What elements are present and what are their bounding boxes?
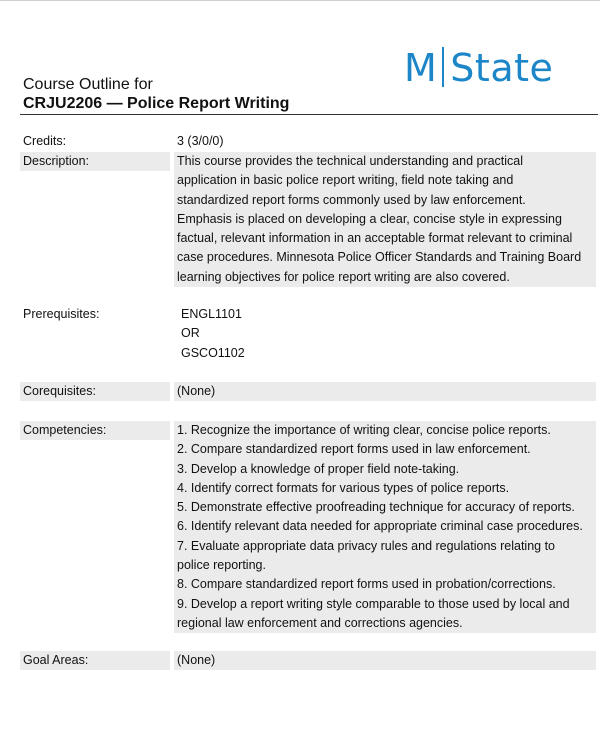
description-line: factual, relevant information in an acceptable format relevant to criminal: [177, 231, 573, 246]
prerequisites-label: Prerequisites:: [23, 307, 100, 321]
goal-areas-label: Goal Areas:: [20, 651, 170, 670]
corequisites-value: (None): [174, 382, 596, 401]
competencies-value: [174, 421, 596, 633]
prerequisite-line: GSCO1102: [181, 345, 245, 360]
description-label: Description:: [20, 152, 170, 171]
prerequisites-value: [174, 305, 596, 363]
mstate-logo: [404, 44, 553, 92]
description-line: learning objectives for police report writing are also covered.: [177, 269, 510, 284]
description-value: [174, 152, 596, 287]
competency-item: 1. Recognize the importance of writing clear, concise police reports.: [177, 423, 551, 437]
prerequisite-line: ENGL1101: [181, 307, 242, 321]
corequisites-label: Corequisites:: [20, 382, 170, 401]
credits-label: Credits:: [23, 134, 67, 148]
logo-word-state: State: [450, 46, 554, 90]
competency-item: 4. Identify correct formats for various types of police reports.: [177, 480, 510, 495]
description-line: Emphasis is placed on developing a clear, concise style in expressing: [177, 211, 562, 226]
description-line: This course provides the technical understanding and practical: [177, 154, 524, 168]
header-divider: [20, 114, 598, 115]
competency-item: 6. Identify relevant data needed for appropriate criminal case procedures.: [177, 519, 583, 534]
goal-areas-value: (None): [174, 651, 596, 670]
description-line: standardized report forms commonly used by law enforcement.: [177, 192, 526, 207]
competency-item: 7. Evaluate appropriate data privacy rules and regulations relating to: [177, 538, 556, 553]
competencies-label: Competencies:: [20, 421, 170, 440]
credits-value: 3 (3/0/0): [177, 134, 224, 148]
course-title: CRJU2206 — Police Report Writing: [23, 95, 290, 112]
competency-item: 5. Demonstrate effective proofreading technique for accuracy of reports.: [177, 500, 575, 515]
description-line: application in basic police report writing, field note taking and: [177, 173, 514, 188]
page-top-border: [0, 0, 600, 1]
competency-item: 8. Compare standardized report forms used in probation/corrections.: [177, 577, 556, 592]
description-line: case procedures. Minnesota Police Officer Standards and Training Board: [177, 250, 582, 265]
competency-item: 2. Compare standardized report forms used in law enforcement.: [177, 442, 531, 457]
competency-item: police reporting.: [177, 558, 266, 573]
competency-item: regional law enforcement and corrections agencies.: [177, 615, 463, 630]
outline-heading: Course Outline for: [23, 76, 153, 93]
logo-divider: [442, 47, 444, 87]
prerequisite-line: OR: [181, 326, 200, 341]
competency-item: 3. Develop a knowledge of proper field note-taking.: [177, 461, 460, 476]
logo-letter-m: M: [404, 46, 438, 90]
competency-item: 9. Develop a report writing style comparable to those used by local and: [177, 596, 570, 611]
